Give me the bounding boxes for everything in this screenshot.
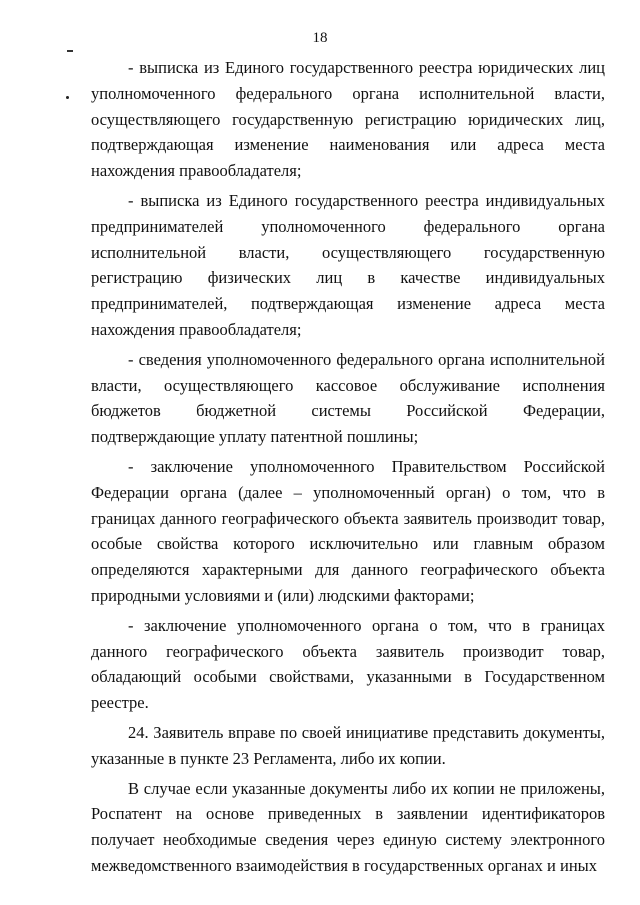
margin-dot [66, 96, 69, 99]
paragraph-extract-entrepreneurs: - выписка из Единого государственного реестра индивидуальных предпринимателей уполномоченного федерального органа исполнительной власти, осуществляющего государственную регистрацию физических лиц в качестве индивидуальных предпринимателей, подтверждающая изменение адреса места нахождения правообладателя; [91, 190, 605, 339]
document-body [91, 55, 605, 883]
margin-mark [67, 50, 73, 52]
paragraph-patent-fee-info: - сведения уполномоченного федерального органа исполнительной власти, осуществляющего кассовое обслуживание исполнения бюджетов бюджетной системы Российской Федерации, подтверждающие уплату патентной пошлины; [91, 349, 605, 447]
page-number: 18 [312, 30, 328, 46]
paragraph-government-conclusion: - заключение уполномоченного Правительством Российской Федерации органа (далее – уполномоченный орган) о том, что в границах данного географического объекта заявитель производит товар, особые свойства которого исключительно или главным образом определяются характерными для данного географического объекта природными условиями и (или) людскими факторами; [91, 456, 605, 605]
paragraph-documents-not-attached: В случае если указанные документы либо их копии не приложены, Роспатент на основе приведенных в заявлении идентификаторов получает необходимые сведения через единую систему электронного межведомственного взаимодействия в государственных органах и иных [91, 778, 605, 875]
paragraph-item-24: 24. Заявитель вправе по своей инициативе представить документы, указанные в пункте 23 Регламента, либо их копии. [91, 722, 605, 768]
paragraph-authorized-body-conclusion: - заключение уполномоченного органа о том, что в границах данного географического объекта заявитель производит товар, обладающий особыми свойствами, указанными в Государственном реестре. [91, 615, 605, 713]
paragraph-extract-legal-entities: - выписка из Единого государственного реестра юридических лиц уполномоченного федерального органа исполнительной власти, осуществляющего государственную регистрацию юридических лиц, подтверждающая изменение наименования или адреса места нахождения правообладателя; [91, 58, 605, 181]
